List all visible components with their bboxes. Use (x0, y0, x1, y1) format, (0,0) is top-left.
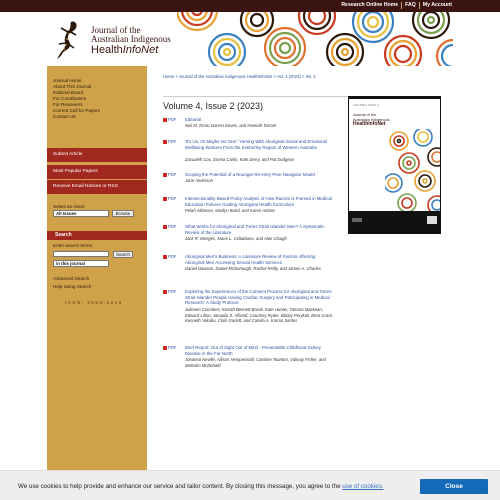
title-line-3 (91, 44, 171, 56)
cookie-message (18, 483, 384, 490)
sidebar-item-about[interactable]: About This Journal (53, 84, 92, 89)
pdf-icon (163, 225, 167, 229)
cover-footer-badge (427, 216, 437, 224)
article-title[interactable]: Intersectionality Based Policy Analysis of How Racism is Framed in Medical Education Policies Guiding Aboriginal Health Curriculum (185, 196, 332, 207)
pdf-label: PDF (168, 224, 177, 229)
sidebar-item-journal-home[interactable]: Journal Home (53, 78, 82, 83)
article-authors: Jack R. Menges, Marie L. Coltabiano, and Alan Clough (185, 236, 287, 241)
search-button[interactable]: Search (113, 251, 133, 258)
journal-title[interactable] (91, 26, 171, 56)
article-title[interactable]: 'It's Us, Or Maybe No One': Yarning With Aboriginal Social and Emotional Wellbeing Workers From the Kimberley Region of Western Australia (185, 139, 327, 150)
top-links (341, 2, 452, 9)
pdf-icon (163, 197, 167, 201)
top-bar (0, 0, 500, 12)
cover-title-line-3: HealthInfoNet (353, 121, 386, 128)
journal-header (47, 12, 453, 66)
cookie-text: We use cookies to help provide and enhance our service and tailor content. By closing this message, you agree to the (18, 483, 343, 490)
faq-link[interactable]: FAQ (405, 2, 416, 8)
article-authors: Johanna Neville, Allison Hempenstall, Caroline Taunton, Valmay Fisher, and Malcolm McDonald (185, 357, 326, 368)
cover-issue-text: VOLUME 4 ISSUE 2 (353, 103, 379, 107)
sidebar-item-call-for-papers[interactable]: Current Call for Papers (53, 108, 100, 113)
browse-button[interactable]: Browse (112, 210, 134, 217)
pdf-link[interactable] (163, 345, 176, 350)
divider (419, 2, 420, 9)
article-authors: Neil M. Drew, Darren Deves, and Hannah Tarrant (185, 123, 277, 128)
pdf-link[interactable] (163, 224, 176, 229)
article-authors: Julieann Coombes, Keziah Bennett-Brook, Kate Hunter, Tamara Mackean, Edward Litton, Jacquila S. Alfandi, Courtney Ryder, Bobby Porykali, Brea Grant, Kenneth Yakubu, Colin Garlett, and Camila A. Karnut Santos (185, 307, 333, 324)
close-cookie-button[interactable]: Close (420, 479, 488, 494)
dot-painting-banner (177, 12, 453, 66)
email-notices-button[interactable]: Receive Email Notices or RSS (47, 180, 147, 194)
pdf-icon (163, 255, 167, 259)
submit-article-button[interactable]: Submit Article (47, 148, 147, 162)
advanced-search-link[interactable]: Advanced Search (53, 276, 90, 281)
article-title[interactable]: What Works for Aboriginal and Torres Strait Islander Men? A Systematic Review of the Literature (185, 224, 325, 235)
pdf-label: PDF (168, 117, 177, 122)
article-authors: Zacualeh Cox, Emma Carlin, Kate Derry, and Pat Dudgeon (185, 157, 295, 162)
pdf-label: PDF (168, 254, 177, 259)
cover-title-line-2: Australian Indigenous (353, 117, 390, 122)
cover-artwork (385, 129, 440, 211)
pdf-link[interactable] (163, 196, 176, 201)
search-terms-label: Enter search terms: (53, 243, 94, 248)
cover-page (349, 99, 440, 211)
pdf-label: PDF (168, 196, 177, 201)
pdf-label: PDF (168, 345, 177, 350)
title-line-1: Journal of the (91, 25, 141, 35)
pdf-label: PDF (168, 172, 177, 177)
pdf-link[interactable] (163, 172, 176, 177)
cover-title (353, 113, 390, 127)
lizard-logo-icon[interactable] (49, 18, 89, 60)
page-title: Volume 4, Issue 2 (2023) (163, 101, 264, 111)
pdf-icon (163, 140, 167, 144)
article-title[interactable]: Editorial (185, 117, 201, 122)
article-authors: Pelah Atkinson, Marilyn Baird, and Karen Adams (185, 208, 276, 213)
sidebar-item-editorial-board[interactable]: Editorial Board (53, 90, 84, 95)
pdf-label: PDF (168, 139, 177, 144)
article-authors: Jane Anderson (185, 178, 214, 183)
sidebar-item-contributors[interactable]: For Contributors (53, 96, 87, 101)
pdf-icon (163, 173, 167, 177)
pdf-link[interactable] (163, 139, 176, 144)
search-input[interactable] (53, 251, 109, 257)
issue-select[interactable]: All Issues (53, 210, 109, 217)
article-title[interactable]: Aboriginal Men's Business: A Literature Review of Factors Affecting Aboriginal Men Accessing Sexual Health Services (185, 254, 316, 265)
select-issue-label: Select an issue: (53, 204, 86, 209)
help-search-link[interactable]: Help Using Search (53, 284, 92, 289)
issn-text: ISSN: 2653-3219 (65, 300, 123, 305)
pdf-link[interactable] (163, 254, 176, 259)
cookie-banner (0, 470, 500, 500)
title-line-2: Australian Indigenous (91, 34, 171, 44)
pdf-link[interactable] (163, 117, 176, 122)
article-title[interactable]: Brief Report: Out of Sight Out of Mind - Preventable Childhood Kidney Disease in the Far North (185, 345, 321, 356)
divider (401, 2, 402, 9)
title-health: Health (91, 44, 123, 56)
pdf-icon (163, 118, 167, 122)
sidebar-item-reviewers[interactable]: For Reviewers (53, 102, 83, 107)
breadcrumb[interactable]: Home > Journal of the Australian Indigenous HealthInfoNet > Vol. 4 (2023) > Iss. 2 (163, 74, 316, 79)
search-heading: Search (47, 231, 147, 240)
cover-title-line-1: Journal of the (353, 113, 377, 117)
pdf-icon (163, 290, 167, 294)
article-authors: Daniel Dawson, Daniel McDonough, Rachel Reilly, and James A. Charles (185, 266, 321, 271)
search-scope-select[interactable]: in this journal (53, 260, 109, 267)
sidebar (47, 66, 147, 470)
use-of-cookies-link[interactable]: use of cookies. (342, 483, 384, 490)
cover-footer-logo (352, 218, 362, 222)
pdf-label: PDF (168, 289, 177, 294)
issue-cover-image[interactable] (348, 96, 441, 234)
article-title[interactable]: Scoping the Potential of a Noongar Re-entry Peer Navigator Model (185, 172, 315, 177)
research-online-home-link[interactable]: Research Online Home (341, 2, 399, 8)
most-popular-papers-button[interactable]: Most Popular Papers (47, 165, 147, 179)
pdf-icon (163, 346, 167, 350)
article-title[interactable]: Exploring the Experiences of the Consent Process for Aboriginal and Torres Strait Islander People Having Cardiac Surgery and Participating in Medical Research: A Study Protocol (185, 289, 332, 306)
pdf-link[interactable] (163, 289, 176, 294)
sidebar-item-contact[interactable]: Contact Us (53, 114, 76, 119)
title-infonet: InfoNet (122, 44, 159, 56)
my-account-link[interactable]: My Account (422, 2, 452, 8)
sidebar-nav (47, 66, 147, 120)
